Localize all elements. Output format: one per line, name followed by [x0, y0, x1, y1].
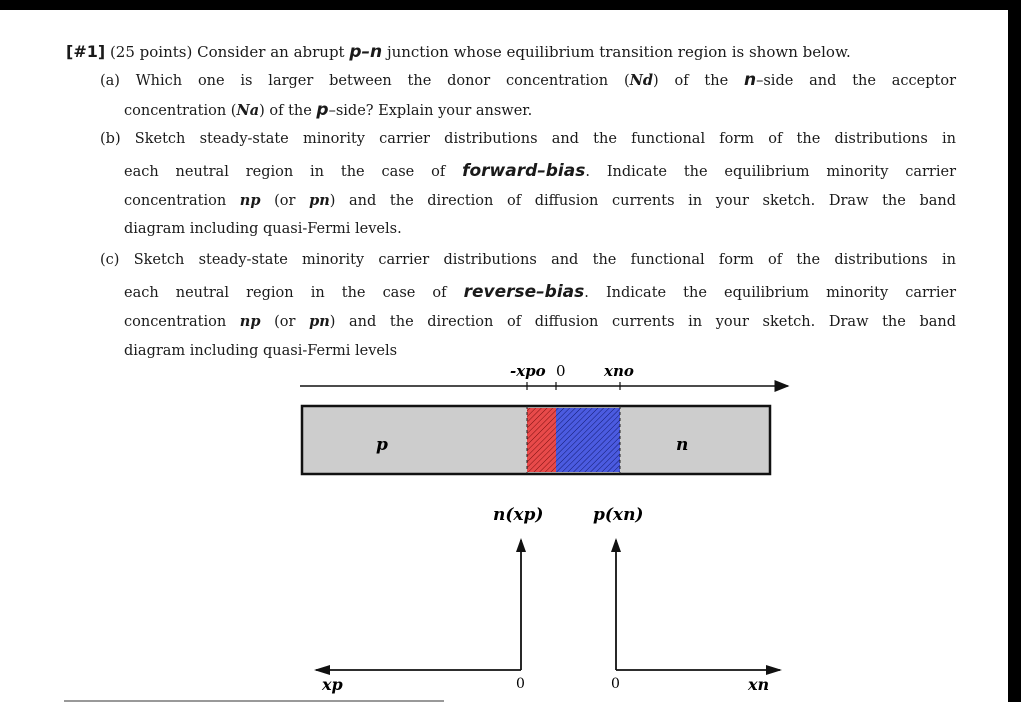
symbol-na: Na — [236, 102, 260, 119]
right-y-arrowhead — [611, 538, 621, 552]
part-b-text-3a: concentration — [124, 193, 227, 209]
problem-points: (25 points) — [109, 43, 193, 61]
symbol-np: np — [239, 192, 261, 209]
part-b-text-2a: each neutral region in the case of — [124, 164, 446, 180]
left-zero-label: 0 — [516, 676, 525, 692]
part-c-text-3a: concentration — [124, 314, 227, 330]
part-a-text-2c: –side? Explain your answer. — [328, 103, 533, 119]
forward-bias-term: forward–bias — [462, 161, 586, 181]
junction-figure — [0, 10, 1008, 702]
right-y-label: p(xn) — [593, 505, 644, 525]
label-neg-xpo: -xpo — [510, 362, 546, 380]
left-y-arrowhead — [516, 538, 526, 552]
problem-intro-a: Consider an abrupt — [197, 43, 345, 61]
part-c-line-4: diagram including quasi-Fermi levels — [124, 343, 398, 359]
part-c-line-1: (c) Sketch steady-state minority carrier distributions and the functional form of the distributions in — [100, 252, 956, 268]
label-xno: xno — [604, 362, 634, 380]
label-zero: 0 — [556, 362, 566, 380]
part-c-text-3c: ) and the direction of diffusion currents in your sketch. Draw the band — [329, 314, 957, 330]
n-depletion-region — [556, 408, 620, 472]
part-a-text-1a: (a) Which one is larger between the donor concentration ( — [100, 73, 630, 89]
problem-intro-b: junction whose equilibrium transition region is shown below. — [386, 43, 851, 61]
p-depletion-region — [527, 408, 556, 472]
part-b-text-3c: ) and the direction of diffusion currents in your sketch. Draw the band — [329, 193, 957, 209]
junction-p: p — [349, 42, 362, 62]
part-b-text-3b: (or — [274, 193, 296, 209]
symbol-np: np — [239, 313, 261, 330]
part-a-text-1b: ) of the — [653, 73, 729, 89]
part-a-text-2b: ) of the — [259, 103, 312, 119]
part-b-line-4: diagram including quasi-Fermi levels. — [124, 221, 402, 237]
right-x-label: xn — [748, 675, 770, 694]
p-region-label: p — [376, 435, 388, 455]
part-a-text-2a: concentration ( — [124, 103, 237, 119]
left-y-label: n(xp) — [493, 505, 544, 525]
right-zero-label: 0 — [611, 676, 620, 692]
left-x-label: xp — [322, 675, 343, 694]
symbol-n-side: n — [744, 70, 757, 90]
part-b-text-2b: . Indicate the equilibrium minority carrier — [585, 164, 957, 180]
part-a-text-1c: –side and the acceptor — [756, 73, 957, 89]
part-c-text-3b: (or — [274, 314, 296, 330]
n-region-label: n — [676, 435, 689, 455]
right-x-arrowhead — [766, 665, 782, 675]
part-b-line-1: (b) Sketch steady-state minority carrier distributions and the functional form of the distributions in — [100, 131, 956, 147]
part-c-text-2b: . Indicate the equilibrium minority carrier — [584, 285, 957, 301]
junction-dash: – — [361, 42, 371, 62]
document-page — [0, 10, 1008, 702]
problem-number: [#1] — [66, 42, 106, 61]
part-c-text-2a: each neutral region in the case of — [124, 285, 447, 301]
junction-n: n — [370, 42, 383, 62]
symbol-pn: pn — [309, 192, 330, 209]
left-x-arrowhead — [314, 665, 330, 675]
symbol-pn: pn — [309, 313, 330, 330]
symbol-nd: Nd — [629, 72, 654, 89]
symbol-p-side: p — [316, 100, 329, 120]
reverse-bias-term: reverse–bias — [463, 282, 585, 302]
